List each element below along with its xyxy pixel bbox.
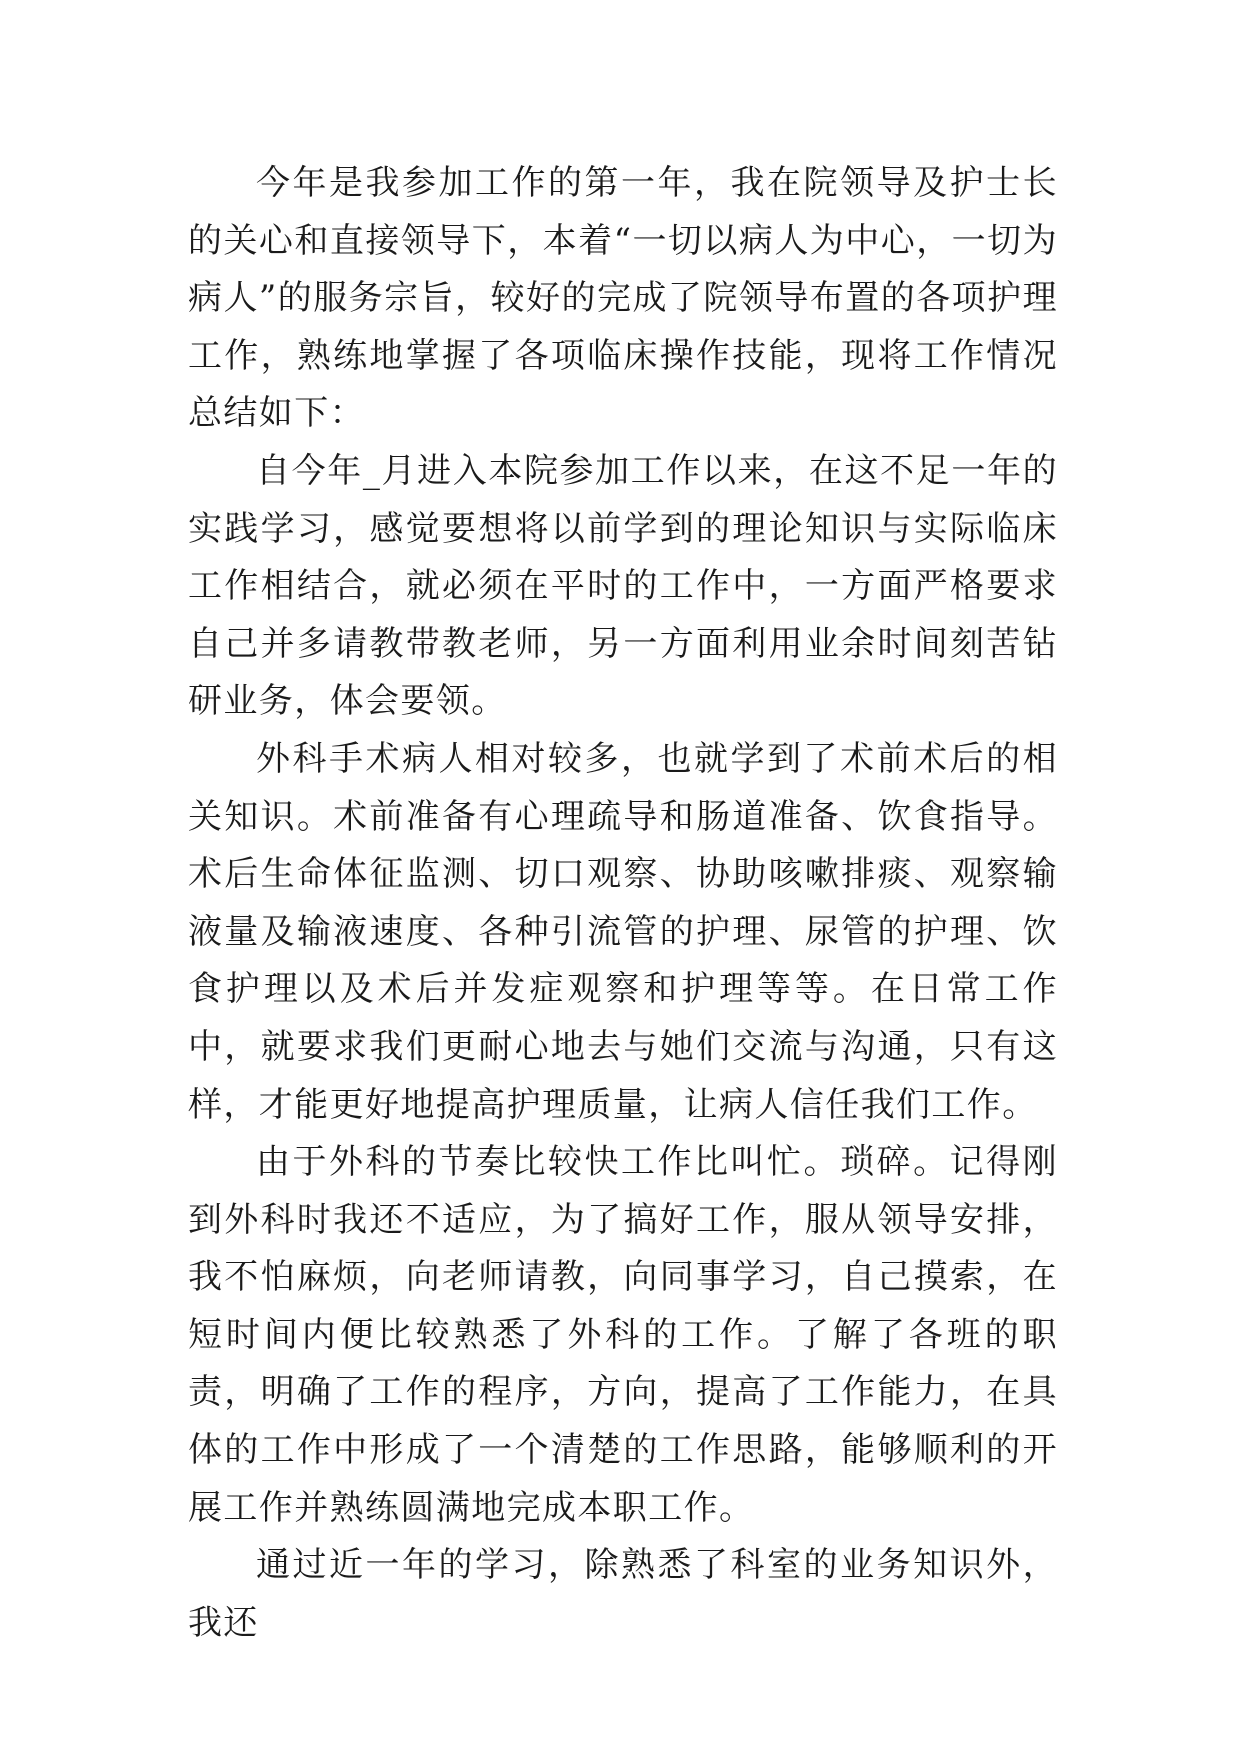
- paragraph-2: 自今年_月进入本院参加工作以来，在这不足一年的实践学习，感觉要想将以前学到的理论知识与实际临床工作相结合，就必须在平时的工作中，一方面严格要求自己并多请教带教老师，另一方面利用业余时间刻苦钻研业务，体会要领。: [188, 450, 1058, 722]
- paragraph-4: 由于外科的节奏比较快工作比叫忙。琐碎。记得刚到外科时我还不适应，为了搞好工作，服从领导安排，我不怕麻烦，向老师请教，向同事学习，自己摸索，在短时间内便比较熟悉了外科的工作。了解了各班的职责，明确了工作的程序，方向，提高了工作能力，在具体的工作中形成了一个清楚的工作思路，能够顺利的开展工作并熟练圆满地完成本职工作。: [188, 1142, 1058, 1528]
- paragraph-5: 通过近一年的学习，除熟悉了科室的业务知识外，我还: [188, 1545, 1058, 1643]
- paragraph-3: 外科手术病人相对较多，也就学到了术前术后的相关知识。术前准备有心理疏导和肠道准备、饮食指导。术后生命体征监测、切口观察、协助咳嗽排痰、观察输液量及输液速度、各种引流管的护理、尿管的护理、饮食护理以及术后并发症观察和护理等等。在日常工作中，就要求我们更耐心地去与她们交流与沟通，只有这样，才能更好地提高护理质量，让病人信任我们工作。: [188, 738, 1058, 1125]
- document-body: [188, 155, 1058, 1652]
- paragraph-1: 今年是我参加工作的第一年，我在院领导及护士长的关心和直接领导下，本着“一切以病人为中心，一切为病人”的服务宗旨，较好的完成了院领导布置的各项护理工作，熟练地掌握了各项临床操作技能，现将工作情况总结如下：: [188, 163, 1058, 434]
